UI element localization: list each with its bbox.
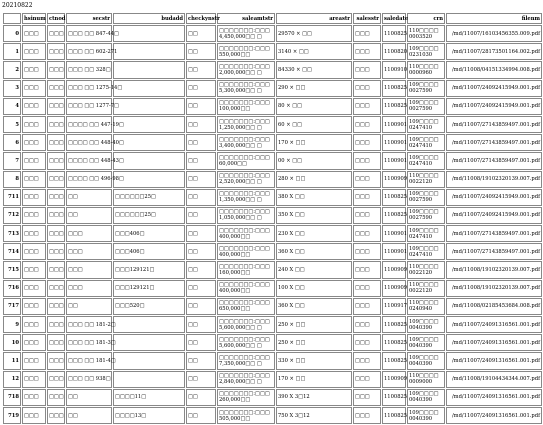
cell-filenm: /md/11007/24092415949.001.pdf [446,80,542,97]
cell-secstr: □□□ □□ 1275-14□ [66,80,112,97]
cell-budadd [113,334,185,351]
cell-crn: 109□□□□ 0040390 [407,352,445,369]
cell-ctnod: □□□ [47,207,65,224]
cell-areastr: 250 × □□ [276,316,352,333]
cell-hsinum: □□□ [22,25,46,42]
row-index: 4 [3,98,21,115]
cell-ctnod: □□□ [47,225,65,242]
cell-filenm: /md/11008/02185453684.008.pdf [446,298,542,315]
cell-hsinum: □□□ [22,261,46,278]
cell-salesstr: □□□ [353,407,381,424]
cell-secstr: □□□ □□ 181-2□ [66,316,112,333]
cell-saledate: 1100901 [382,152,406,169]
cell-budadd [113,316,185,333]
cell-checkynstr: □□ [186,225,216,242]
cell-checkynstr: □□ [186,243,216,260]
cell-checkynstr: □□ [186,407,216,424]
cell-budadd [113,98,185,115]
cell-checkynstr: □□ [186,61,216,78]
column-header-crn: crn [407,13,445,24]
cell-hsinum: □□□ [22,98,46,115]
cell-crn: 109□□□□ 0027590 [407,80,445,97]
column-header-filenm: filenm [446,13,542,24]
cell-secstr: □□□□ □□ 448-43□ [66,152,112,169]
cell-areastr: 390 X 3□12 [276,389,352,406]
cell-checkynstr: □□ [186,25,216,42]
cell-hsinum: □□□ [22,134,46,151]
row-index: 6 [3,134,21,151]
cell-salesstr: □□□ [353,98,381,115]
cell-crn: 109□□□□ 0027590 [407,189,445,206]
cell-areastr: 170 × □□ [276,371,352,388]
cell-salesstr: □□□ [353,225,381,242]
cell-saledate: 1100825 [382,407,406,424]
cell-budadd: □□□□11□ [113,389,185,406]
table-header [3,13,542,24]
cell-hsinum: □□□ [22,298,46,315]
cell-hsinum: □□□ [22,225,46,242]
cell-saleamtstr: □□□□□□□:□□□ 7,350,000□□ □ [217,352,275,369]
cell-filenm: /md/11007/24091316561.001.pdf [446,316,542,333]
cell-crn: 109□□□□ 0247410 [407,134,445,151]
cell-hsinum: □□□ [22,334,46,351]
cell-hsinum: □□□ [22,171,46,188]
cell-saleamtstr: □□□□□□□:□□□ 2,000,000□□ □ [217,61,275,78]
cell-saleamtstr: □□□□□□□:□□□ 3,400,000□□ □ [217,134,275,151]
cell-budadd [113,80,185,97]
cell-saleamtstr: □□□□□□□:□□□ 260,000□□ [217,389,275,406]
cell-crn: 110□□□□ 0022120 [407,280,445,297]
table-row [3,116,542,133]
cell-filenm: /md/11008/19104434344.007.pdf [446,371,542,388]
row-index: 715 [3,261,21,278]
cell-hsinum: □□□ [22,61,46,78]
cell-salesstr: □□□ [353,116,381,133]
row-index: 10 [3,334,21,351]
cell-areastr: 360 X □□ [276,298,352,315]
cell-saleamtstr: □□□□□□□:□□□ 5,600,000□□ □ [217,316,275,333]
cell-filenm: /md/11008/19102320139.007.pdf [446,261,542,278]
cell-areastr: 00 × □□ [276,152,352,169]
cell-crn: 109□□□□ 0040390 [407,316,445,333]
cell-crn: 109□□□□ 0247410 [407,225,445,242]
cell-secstr: □□ [66,389,112,406]
cell-saleamtstr: □□□□□□□:□□□ 2,840,000□□ □ [217,371,275,388]
table-row [3,98,542,115]
cell-checkynstr: □□ [186,352,216,369]
table-row [3,371,542,388]
row-index: 0 [3,25,21,42]
cell-salesstr: □□□ [353,298,381,315]
cell-hsinum: □□□ [22,189,46,206]
cell-saleamtstr: □□□□□□□:□□□ 1,250,000□□ □ [217,116,275,133]
cell-secstr: □□□ □□ 847-44□ [66,25,112,42]
cell-checkynstr: □□ [186,189,216,206]
cell-checkynstr: □□ [186,389,216,406]
cell-areastr: 230 X □□ [276,225,352,242]
cell-hsinum: □□□ [22,316,46,333]
cell-filenm: /md/11007/27143859497.001.pdf [446,225,542,242]
cell-secstr: □□□ □□ 181-4□ [66,352,112,369]
cell-ctnod: □□□ [47,98,65,115]
table-row [3,171,542,188]
row-index: 711 [3,189,21,206]
cell-checkynstr: □□ [186,116,216,133]
cell-saledate: 1100917 [382,298,406,315]
cell-ctnod: □□□ [47,316,65,333]
cell-ctnod: □□□ [47,389,65,406]
cell-crn: 109□□□□ 0247410 [407,243,445,260]
cell-crn: 110□□□□ 0022120 [407,171,445,188]
cell-salesstr: □□□ [353,80,381,97]
cell-hsinum: □□□ [22,389,46,406]
cell-secstr: □□□ □□ 328□ [66,61,112,78]
cell-checkynstr: □□ [186,280,216,297]
cell-crn: 109□□□□ 0247410 [407,152,445,169]
cell-ctnod: □□□ [47,189,65,206]
cell-ctnod: □□□ [47,61,65,78]
cell-saleamtstr: □□□□□□□:□□□ 160,000□□ [217,261,275,278]
cell-secstr: □□□□ □□ 448-40□ [66,134,112,151]
cell-secstr: □□□ □□ 1277-7□ [66,98,112,115]
cell-budadd [113,43,185,60]
cell-areastr: 170 × □□ [276,134,352,151]
cell-salesstr: □□□ [353,334,381,351]
table-row [3,316,542,333]
row-index: 7 [3,152,21,169]
cell-salesstr: □□□ [353,352,381,369]
cell-filenm: /md/11007/24092415949.001.pdf [446,207,542,224]
cell-saleamtstr: □□□□□□□:□□□ 100,000□□ [217,98,275,115]
column-header-saledate: saledate [382,13,406,24]
cell-saleamtstr: □□□□□□□:□□□ 4,450,000□□ □ [217,25,275,42]
cell-salesstr: □□□ [353,43,381,60]
cell-saleamtstr: □□□□□□□:□□□ 1,050,000□□ □ [217,207,275,224]
header-row [3,13,542,24]
cell-checkynstr: □□ [186,171,216,188]
cell-checkynstr: □□ [186,316,216,333]
cell-saledate: 1100909 [382,261,406,278]
table-row [3,134,542,151]
cell-saledate: 1100909 [382,371,406,388]
cell-hsinum: □□□ [22,280,46,297]
cell-filenm: /md/11008/19102320139.007.pdf [446,171,542,188]
cell-budadd [113,61,185,78]
cell-saledate: 1100910 [382,61,406,78]
table-row [3,80,542,97]
row-index: 716 [3,280,21,297]
column-header-secstr: secstr [66,13,112,24]
table-body [3,25,542,424]
cell-budadd: □□□406□ [113,225,185,242]
cell-ctnod: □□□ [47,152,65,169]
cell-checkynstr: □□ [186,298,216,315]
cell-secstr: □□□ [66,261,112,278]
cell-crn: 109□□□□ 0040390 [407,389,445,406]
cell-saleamtstr: □□□□□□□:□□□ 505,000□□ [217,407,275,424]
cell-salesstr: □□□ [353,243,381,260]
cell-hsinum: □□□ [22,407,46,424]
cell-filenm: /md/11007/27143859497.001.pdf [446,116,542,133]
row-index: 5 [3,116,21,133]
cell-hsinum: □□□ [22,43,46,60]
column-header-checkynstr: checkynstr [186,13,216,24]
cell-checkynstr: □□ [186,152,216,169]
cell-areastr: 100 X □□ [276,280,352,297]
cell-budadd [113,352,185,369]
cell-salesstr: □□□ [353,389,381,406]
cell-filenm: /md/11007/24092415949.001.pdf [446,189,542,206]
cell-salesstr: □□□ [353,171,381,188]
cell-crn: 109□□□□ 0027590 [407,98,445,115]
column-header-salesstr: salesstr [353,13,381,24]
table-row [3,25,542,42]
cell-ctnod: □□□ [47,261,65,278]
table-row [3,207,542,224]
cell-areastr: 29570 × □□ [276,25,352,42]
cell-hsinum: □□□ [22,243,46,260]
cell-crn: 109□□□□ 0231030 [407,43,445,60]
cell-areastr: 60 × □□ [276,116,352,133]
row-index: 12 [3,371,21,388]
row-index: 717 [3,298,21,315]
cell-budadd [113,371,185,388]
cell-crn: 109□□□□ 0040390 [407,407,445,424]
cell-salesstr: □□□ [353,261,381,278]
row-index: 719 [3,407,21,424]
cell-saleamtstr: □□□□□□□:□□□ 60,000□□ [217,152,275,169]
cell-budadd: □□□□□□25□ [113,189,185,206]
cell-areastr: 290 × □□ [276,80,352,97]
cell-salesstr: □□□ [353,152,381,169]
cell-hsinum: □□□ [22,116,46,133]
cell-areastr: 240 X □□ [276,261,352,278]
cell-salesstr: □□□ [353,207,381,224]
row-index: 8 [3,171,21,188]
cell-saleamtstr: □□□□□□□:□□□ 550,000□□ [217,43,275,60]
cell-checkynstr: □□ [186,134,216,151]
column-header-saleamtstr: saleamtstr [217,13,275,24]
cell-salesstr: □□□ [353,189,381,206]
cell-crn: 109□□□□ 0247410 [407,116,445,133]
cell-budadd: □□□□□□25□ [113,207,185,224]
cell-budadd: □□□129121□ [113,280,185,297]
cell-salesstr: □□□ [353,134,381,151]
cell-ctnod: □□□ [47,116,65,133]
cell-budadd [113,25,185,42]
cell-ctnod: □□□ [47,371,65,388]
cell-filenm: /md/11007/27143859497.001.pdf [446,243,542,260]
cell-hsinum: □□□ [22,352,46,369]
cell-crn: 110□□□□ 0009000 [407,371,445,388]
row-index: 714 [3,243,21,260]
row-index: 11 [3,352,21,369]
cell-checkynstr: □□ [186,207,216,224]
row-index: 9 [3,316,21,333]
cell-areastr: 280 × □□ [276,171,352,188]
cell-crn: 110□□□□ 0000960 [407,61,445,78]
row-index: 713 [3,225,21,242]
cell-areastr: 84330 × □□ [276,61,352,78]
cell-filenm: /md/11007/27143859497.001.pdf [446,134,542,151]
cell-saledate: 1100901 [382,134,406,151]
cell-secstr: □□ [66,189,112,206]
cell-filenm: /md/11007/24091316561.001.pdf [446,389,542,406]
cell-ctnod: □□□ [47,334,65,351]
cell-crn: 110□□□□ 0022120 [407,261,445,278]
cell-checkynstr: □□ [186,334,216,351]
cell-saleamtstr: □□□□□□□:□□□ 400,000□□ [217,225,275,242]
cell-saledate: 1100909 [382,280,406,297]
table-row [3,352,542,369]
table-row [3,389,542,406]
cell-saleamtstr: □□□□□□□:□□□ 400,000□□ [217,280,275,297]
cell-salesstr: □□□ [353,280,381,297]
cell-secstr: □□□ □□ 938□ [66,371,112,388]
column-header-hsinum: hsinum [22,13,46,24]
column-header-budadd: budadd [113,13,185,24]
cell-secstr: □□□□ □□ 496-98□ [66,171,112,188]
cell-saleamtstr: □□□□□□□:□□□ 400,000□□ [217,243,275,260]
cell-budadd: □□□129121□ [113,261,185,278]
cell-hsinum: □□□ [22,80,46,97]
cell-saledate: 1100901 [382,116,406,133]
table-row [3,407,542,424]
cell-checkynstr: □□ [186,43,216,60]
cell-saledate: 1100825 [382,189,406,206]
cell-saleamtstr: □□□□□□□:□□□ 5,300,000□□ □ [217,80,275,97]
cell-saledate: 1100825 [382,389,406,406]
cell-saleamtstr: □□□□□□□:□□□ 2,520,000□□ □ [217,171,275,188]
cell-secstr: □□□ [66,243,112,260]
cell-areastr: 360 X □□ [276,243,352,260]
table-row [3,189,542,206]
cell-saledate: 1100825 [382,352,406,369]
cell-saledate: 1100825 [382,25,406,42]
cell-salesstr: □□□ [353,61,381,78]
column-header-index [3,13,21,24]
cell-salesstr: □□□ [353,25,381,42]
cell-ctnod: □□□ [47,352,65,369]
row-index: 1 [3,43,21,60]
cell-hsinum: □□□ [22,207,46,224]
cell-areastr: 80 × □□ [276,98,352,115]
table-row [3,280,542,297]
cell-saledate: 1100901 [382,225,406,242]
row-index: 3 [3,80,21,97]
cell-filenm: /md/11007/24091316561.001.pdf [446,352,542,369]
table-row [3,43,542,60]
cell-hsinum: □□□ [22,371,46,388]
table-row [3,261,542,278]
cell-saledate: 1100820 [382,43,406,60]
cell-secstr: □□□□ □□ 447-19□ [66,116,112,133]
cell-checkynstr: □□ [186,98,216,115]
cell-areastr: 250 × □□ [276,334,352,351]
cell-checkynstr: □□ [186,371,216,388]
cell-secstr: □□□ □□ 181-3□ [66,334,112,351]
cell-saledate: 1100909 [382,171,406,188]
row-index: 712 [3,207,21,224]
cell-filenm: /md/11007/16103456355.009.pdf [446,25,542,42]
cell-areastr: 330 × □□ [276,352,352,369]
cell-ctnod: □□□ [47,80,65,97]
column-header-areastr: areastr [276,13,352,24]
cell-crn: 110□□□□ 0003520 [407,25,445,42]
cell-salesstr: □□□ [353,316,381,333]
cell-secstr: □□ [66,207,112,224]
cell-filenm: /md/11007/28173501164.002.pdf [446,43,542,60]
cell-secstr: □□□ [66,225,112,242]
cell-areastr: 750 X 3□12 [276,407,352,424]
table-row [3,225,542,242]
cell-saledate: 1100901 [382,243,406,260]
row-index: 718 [3,389,21,406]
table-row [3,334,542,351]
cell-secstr: □□ [66,407,112,424]
row-index: 2 [3,61,21,78]
cell-budadd: □□□□13□ [113,407,185,424]
cell-ctnod: □□□ [47,43,65,60]
cell-saledate: 1100825 [382,316,406,333]
cell-saledate: 1100825 [382,98,406,115]
cell-saledate: 1100825 [382,207,406,224]
cell-secstr: □□□ □□ 602-271 [66,43,112,60]
cell-ctnod: □□□ [47,134,65,151]
cell-ctnod: □□□ [47,280,65,297]
cell-budadd: □□□406□ [113,243,185,260]
cell-secstr: □□ [66,298,112,315]
cell-crn: 109□□□□ 0027590 [407,207,445,224]
cell-budadd: □□□520□ [113,298,185,315]
cell-hsinum: □□□ [22,152,46,169]
cell-filenm: /md/11007/24092415949.001.pdf [446,98,542,115]
cell-filenm: /md/11008/04151334994.008.pdf [446,61,542,78]
data-table [2,12,543,425]
cell-saleamtstr: □□□□□□□:□□□ 5,600,000□□ □ [217,334,275,351]
page-date: 20210822 [2,2,33,9]
cell-salesstr: □□□ [353,371,381,388]
cell-filenm: /md/11007/27143859497.001.pdf [446,152,542,169]
cell-ctnod: □□□ [47,407,65,424]
cell-crn: 109□□□□ 0040390 [407,334,445,351]
cell-saledate: 1100825 [382,334,406,351]
column-header-ctnod: ctnod [47,13,65,24]
table-row [3,243,542,260]
cell-saleamtstr: □□□□□□□:□□□ 650,000□□ [217,298,275,315]
table-row [3,61,542,78]
cell-saleamtstr: □□□□□□□:□□□ 1,350,000□□ □ [217,189,275,206]
cell-areastr: 380 X □□ [276,189,352,206]
cell-saledate: 1100825 [382,80,406,97]
cell-crn: 110□□□□ 0240940 [407,298,445,315]
cell-filenm: /md/11008/19102320139.007.pdf [446,280,542,297]
cell-secstr: □□□ [66,280,112,297]
table-row [3,152,542,169]
table-row [3,298,542,315]
cell-checkynstr: □□ [186,80,216,97]
cell-ctnod: □□□ [47,243,65,260]
cell-checkynstr: □□ [186,261,216,278]
cell-filenm: /md/11007/24091316561.001.pdf [446,407,542,424]
cell-ctnod: □□□ [47,171,65,188]
cell-ctnod: □□□ [47,298,65,315]
cell-areastr: 3140 × □□ [276,43,352,60]
cell-ctnod: □□□ [47,25,65,42]
cell-filenm: /md/11007/24091316561.001.pdf [446,334,542,351]
cell-areastr: 350 X □□ [276,207,352,224]
